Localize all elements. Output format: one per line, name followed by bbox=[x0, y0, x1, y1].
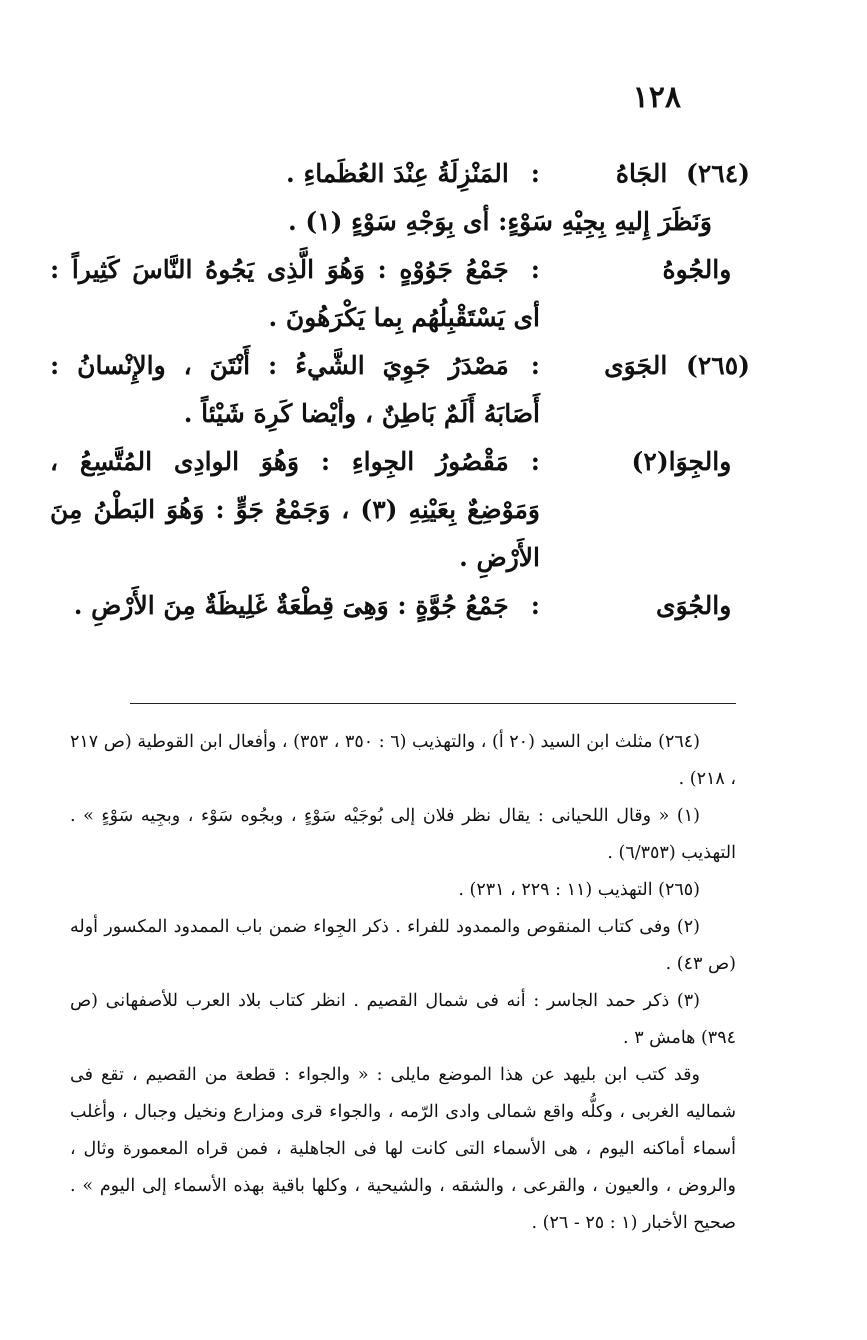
entry-number: (٢٦٤) bbox=[686, 159, 750, 188]
entry-definition: جَمْعُ جُوَّةٍ : وَهِىَ قِطْعَةٌ غَلِيظَةٌ مِنَ الأَرْضِ . bbox=[73, 591, 509, 620]
footnotes bbox=[70, 724, 736, 1242]
footnote-264: (٢٦٤) مثلث ابن السيد (٢٠ أ) ، والتهذيب (٦ : ٣٥٠ ، ٣٥٣) ، وأفعال ابن القوطية (ص ٢١٧ ، ٢١٨) . bbox=[70, 732, 736, 789]
colon-separator: : bbox=[530, 159, 540, 188]
entry-definition-block bbox=[50, 582, 540, 630]
footnote-separator bbox=[130, 703, 736, 704]
dictionary-entries bbox=[50, 150, 750, 630]
entry-head bbox=[580, 246, 750, 294]
entry-definition-block bbox=[50, 438, 540, 582]
entry-definition: مَصْدَرُ جَوِيَ الشَّيءُ : أَنْتَنَ ، والإِنْسانُ : أَصَابَهُ أَلَمٌ بَاطِنٌ ، وأيْضا كَرِهَ شَيْئاً . bbox=[50, 351, 540, 428]
colon-separator: : bbox=[530, 255, 540, 284]
entry-head bbox=[580, 342, 750, 390]
entry-headword: الجَاهُ bbox=[615, 159, 668, 188]
entry-headword: والجُوَى bbox=[656, 591, 732, 620]
footnote-265: (٢٦٥) التهذيب (١١ : ٢٢٩ ، ٢٣١) . bbox=[458, 880, 700, 900]
entry-definition: مَقْصُورُ الجِواءِ : وَهُوَ الوادِى المُتَّسِعُ ، وَمَوْضِعٌ بِعَيْنِهِ (٣) ، وَجَمْعُ جَوٍّ : وَهُوَ البَطْنُ مِنَ الأَرْضِ . bbox=[50, 447, 540, 572]
entry-definition: جَمْعُ جَوُوْهٍ : وَهُوَ الَّذِى يَجُوهُ النَّاسَ كَثِيراً : أى يَسْتَقْبِلُهُم بِما يَكْرَهُونَ . bbox=[50, 255, 540, 332]
footnote-3-continued: وقد كتب ابن بليهد عن هذا الموضع مايلى : « والجواء : قطعة من القصيم ، تقع فى شماليه الغربى ، وكلُّه واقع شمالى وادى الرّمه ، والجواء قرى ومزارع ونخيل وجبال ، وأغلب أسماء أماكنه اليوم ، هى الأسماء التى كانت لها فى الجاهلية ، فمن قراه المعمورة وثال ، والروض ، والعيون ، والقرعى ، والشقه ، والشيحية ، وكلها باقية بهذه الأسماء إلى اليوم » . صحيح الأخبار (١ : ٢٥ - ٢٦) . bbox=[70, 1065, 736, 1233]
colon-separator: : bbox=[530, 351, 540, 380]
footnote-2: (٢) وفى كتاب المنقوص والممدود للفراء . ذكر الجِواء ضمن باب الممدود المكسور أوله (ص ٤٣) . bbox=[70, 917, 736, 974]
footnote-1: (١) « وقال اللحيانى : يقال نظر فلان إلى بُوجَيْه سَوْءٍ ، وبجُوه سَوْء ، وبجِيه سَوْءٍ » . التهذيب (٦/٣٥٣) . bbox=[70, 806, 736, 863]
colon-separator: : bbox=[530, 447, 540, 476]
entry-headword: والجِوَا(٢) bbox=[631, 447, 732, 476]
entry-definition: المَنْزِلَةُ عِنْدَ العُظَماءِ . bbox=[286, 159, 509, 188]
entry-265 bbox=[50, 342, 750, 438]
entry-head bbox=[580, 438, 750, 486]
entry-number: (٢٦٥) bbox=[686, 351, 750, 380]
entry-head bbox=[580, 582, 750, 630]
page-number: ١٢٨ bbox=[632, 80, 681, 115]
footnote-3: (٣) ذكر حمد الجاسر : أنه فى شمال القصيم . انظر كتاب بلاد العرب للأصفهانى (ص ٣٩٤) هامش ٣ . bbox=[70, 991, 736, 1048]
entry-264-example: وَنَظَرَ إِليهِ بِجِيْهِ سَوْءٍ: أى بِوَجْهِ سَوْءٍ (١) . bbox=[287, 207, 712, 236]
entry-headword: الجَوَى bbox=[604, 351, 668, 380]
entry-definition-block bbox=[50, 246, 540, 342]
entry-aljuh bbox=[50, 246, 750, 342]
entry-head bbox=[580, 150, 750, 198]
entry-headword: والجُوهُ bbox=[662, 255, 732, 284]
entry-definition-block bbox=[50, 342, 540, 438]
colon-separator: : bbox=[530, 591, 540, 620]
entry-definition-block bbox=[50, 150, 540, 198]
entry-aljuwa bbox=[50, 582, 750, 630]
entry-264 bbox=[50, 150, 750, 198]
entry-aljiwa bbox=[50, 438, 750, 582]
